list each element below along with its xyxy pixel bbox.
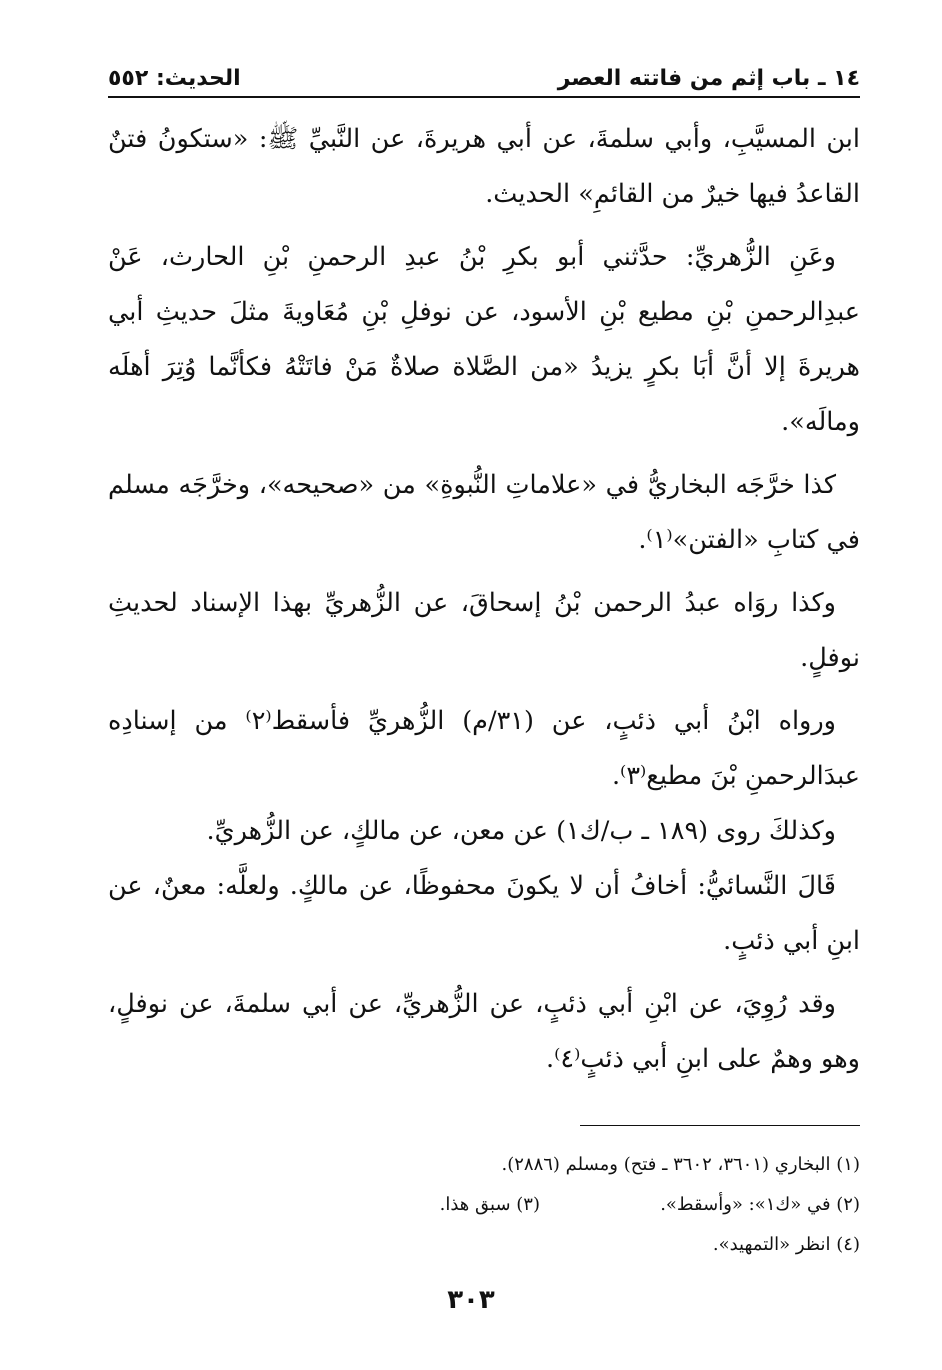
paragraph-5: ورواه ابْنُ أبي ذئبٍ، عن (٣١/م) الزُّهريِّ فأسقط⁽٢⁾ من إسنادِه عبدَالرحمنِ بْنَ مطيع⁽٣⁾. — [108, 706, 860, 791]
paragraph-4: وكذا روَاه عبدُ الرحمن بْنُ إسحاقَ، عن الزُّهريِّ بهذا الإسناد لحديثِ نوفلٍ. — [108, 588, 860, 673]
paragraph-6: وكذلكَ روى (١٨٩ ـ ب/ك١) عن معن، عن مالكٍ، عن الزُّهريِّ. — [206, 816, 836, 846]
chapter-title: ١٤ ـ باب إثم من فاتته العصر — [557, 66, 860, 91]
footnote-line-2 — [108, 1185, 860, 1225]
page-number: ٣٠٣ — [447, 1285, 495, 1315]
paragraph-3: كذا خرَّجَه البخاريُّ في «علاماتِ النُّبوةِ» من «صحيحه»، وخرَّجَه مسلم في كتابِ «الفتن»⁽١⁾. — [108, 470, 860, 555]
paragraph-8: وقد رُوِيَ، عن ابْنِ أبي ذئبٍ، عن الزُّهريِّ، عن أبي سلمةَ، عن نوفلٍ، وهو وهمٌ على ابنِ أبي ذئبٍ⁽٤⁾. — [108, 989, 860, 1074]
paragraph-7: قَالَ النَّسائيُّ: أخافُ أن لا يكونَ محفوظًا، عن مالكٍ. ولعلَّه: معنٌ، عن ابنِ أبي ذئبٍ. — [108, 871, 860, 956]
hadith-number: الحديث: ٥٥٢ — [108, 66, 241, 91]
footnote-2: (٢) في «ك١»: «وأسقط». — [660, 1194, 860, 1215]
paragraph-2: وعَنِ الزُّهريِّ: حدَّثني أبو بكرِ بْنُ عبدِ الرحمنِ بْنِ الحارث، عَنْ عبدِالرحمنِ بْنِ مطيع بْنِ الأسود، عن نوفلِ بْنِ مُعَاويةَ مثلَ حديثِ أبي هريرةَ إلا أنَّ أبَا بكرٍ يزيدُ «من الصَّلاة صلاةٌ مَنْ فاتَتْهُ فكأنَّما وُتِرَ أهلَه ومالَه». — [108, 242, 860, 437]
main-text — [108, 112, 860, 1087]
footnote-line-3 — [108, 1225, 860, 1265]
footnotes — [108, 1145, 860, 1265]
footnote-line-1 — [108, 1145, 860, 1185]
footnote-1: (١) البخاري (٣٦٠١، ٣٦٠٢ ـ فتح) ومسلم (٢٨٨٦). — [501, 1154, 860, 1175]
footnote-3: (٣) سبق هذا. — [439, 1194, 540, 1215]
paragraph-1: ابن المسيَّبِ، وأبي سلمةَ، عن أبي هريرةَ، عن النَّبيِّ ﷺ: «ستكونُ فتنٌ القاعدُ فيها خيرٌ من القائمِ» الحديث. — [108, 124, 860, 209]
footnote-separator — [580, 1125, 860, 1126]
running-header — [108, 62, 860, 98]
footnote-4: (٤) انظر «التمهيد». — [712, 1234, 860, 1255]
